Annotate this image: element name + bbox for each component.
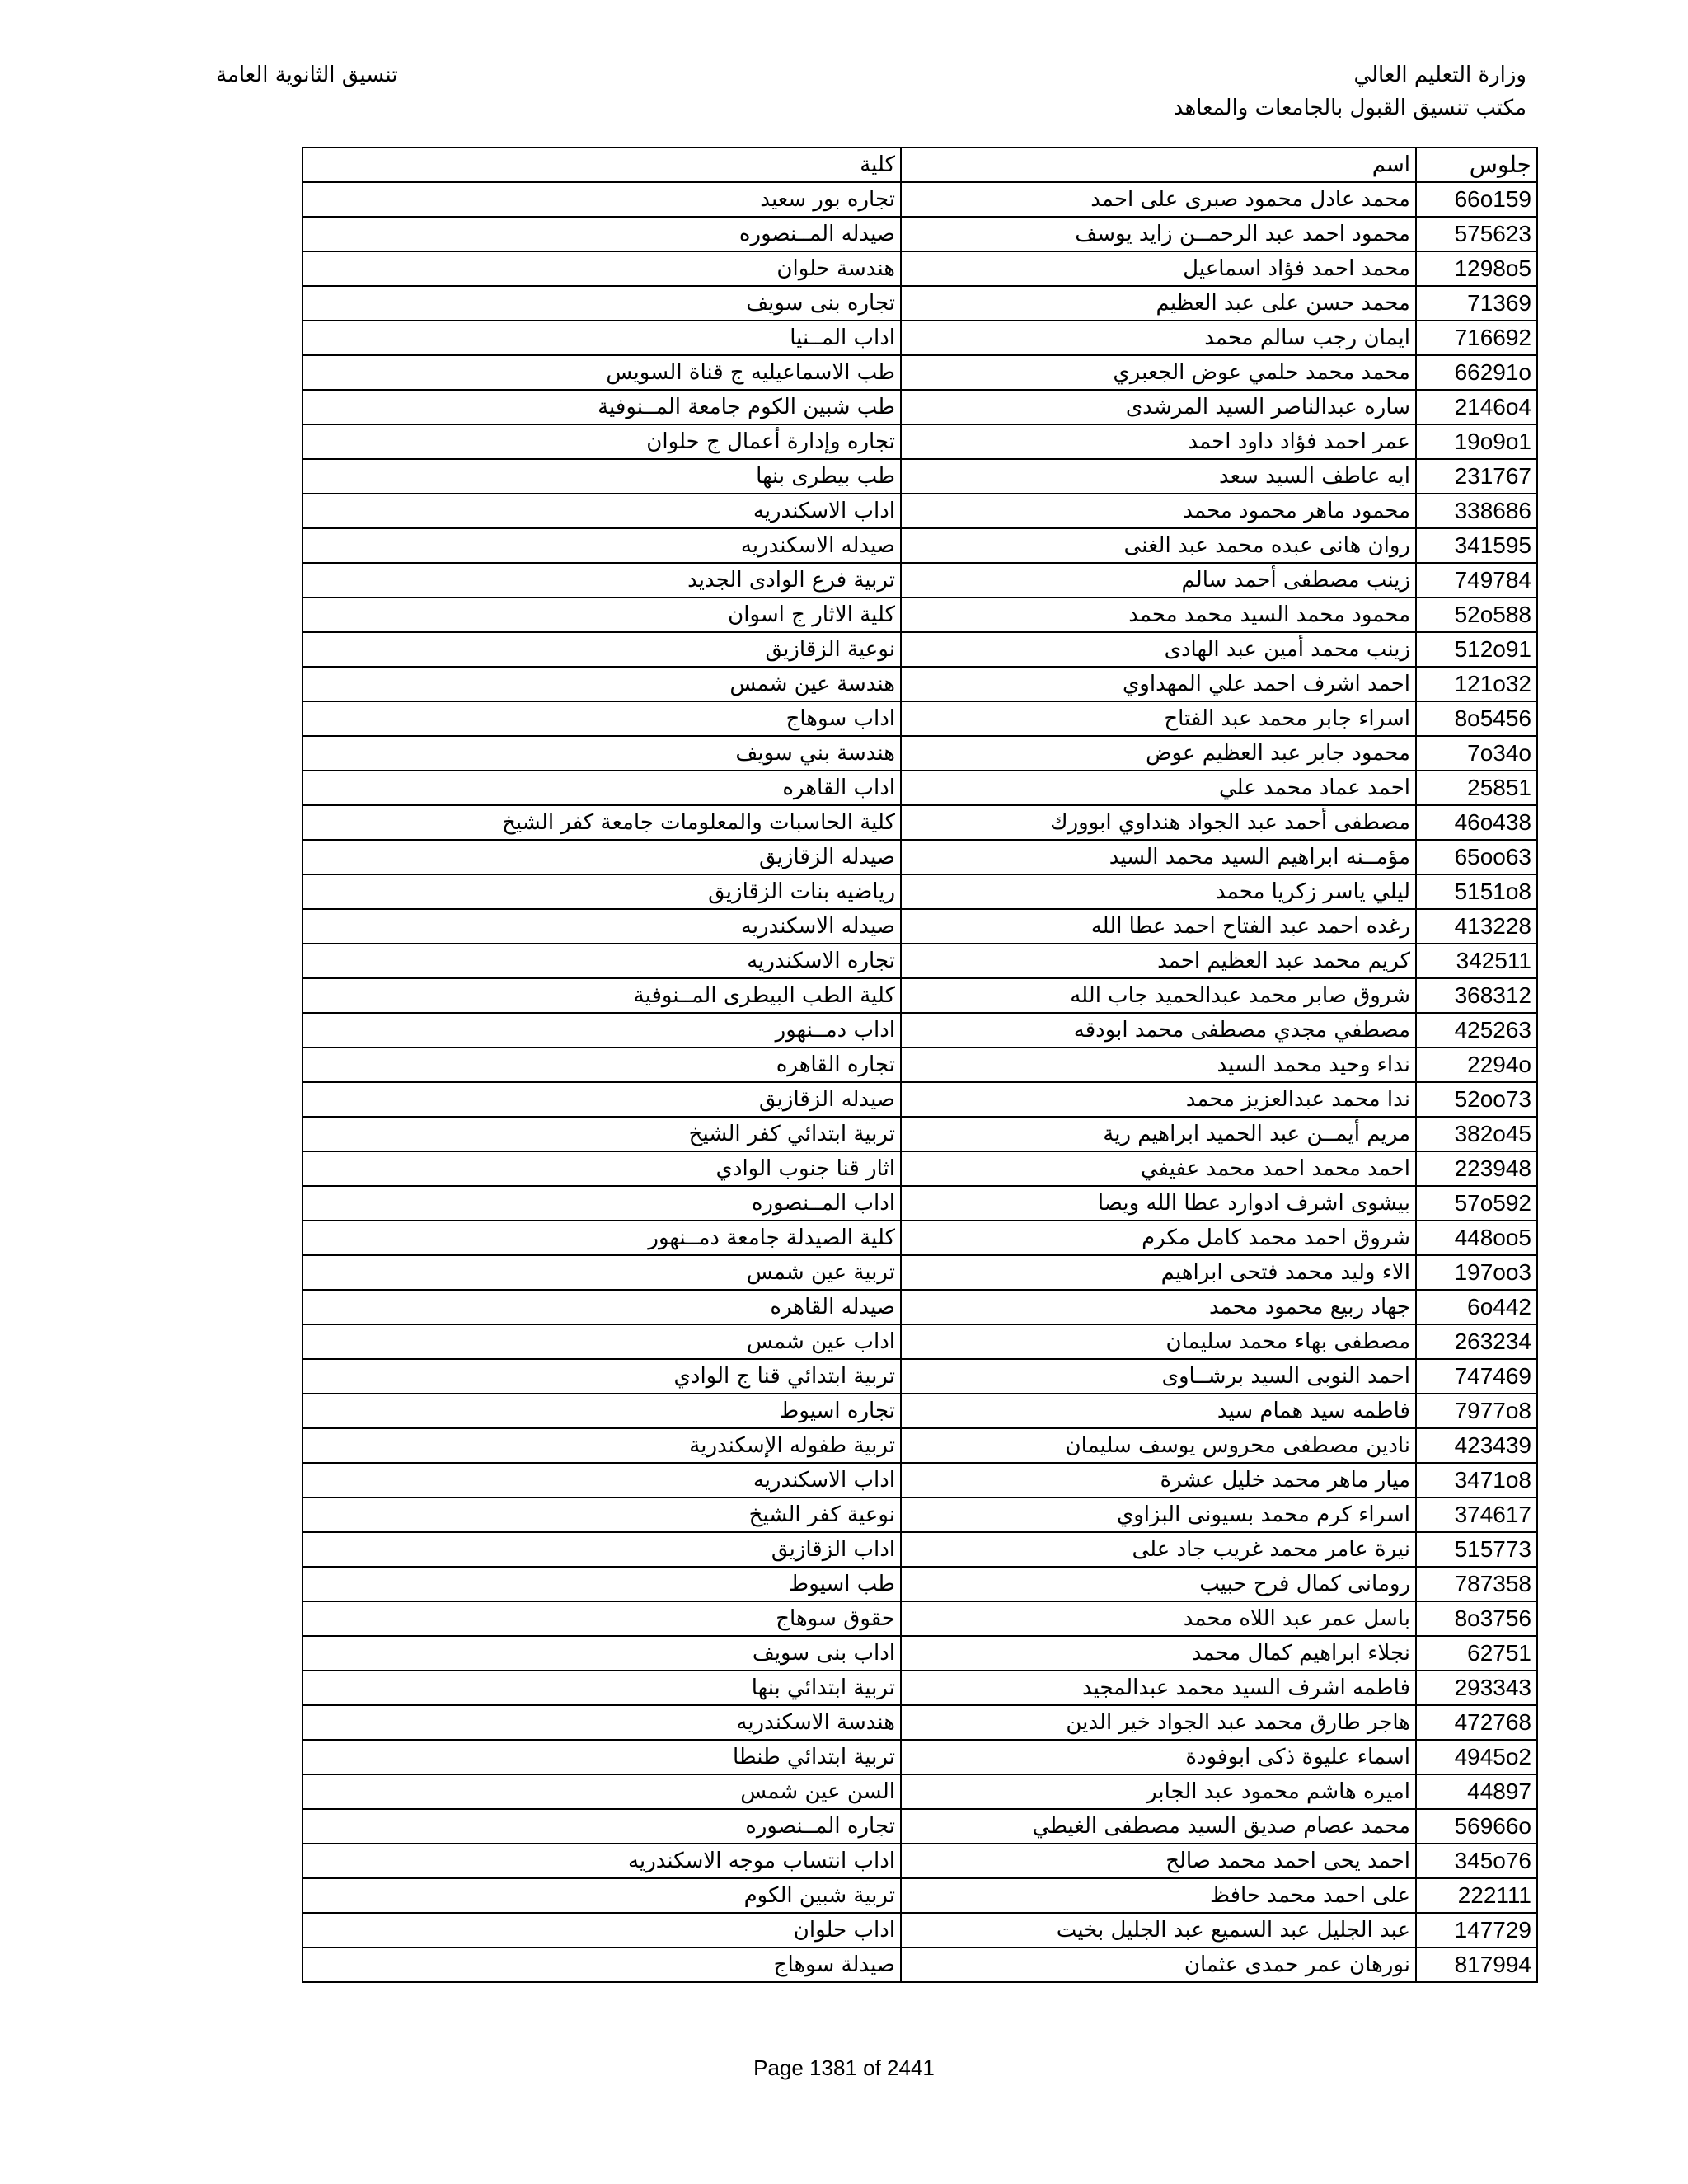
faculty-cell: صيدلة سوهاج: [302, 1947, 901, 1982]
name-cell: عمر احمد فؤاد داود احمد: [901, 424, 1416, 459]
seat-cell: 716692: [1416, 321, 1537, 355]
seat-cell: 747469: [1416, 1359, 1537, 1394]
faculty-cell: صيدله المــنصوره: [302, 217, 901, 251]
seat-cell: 2294o: [1416, 1047, 1537, 1082]
table-row: [302, 1601, 1537, 1636]
name-cell: احمد يحى احمد محمد صالح: [901, 1844, 1416, 1878]
faculty-cell: تجاره وإدارة أعمال ج حلوان: [302, 424, 901, 459]
seat-cell: 7o34o: [1416, 736, 1537, 771]
table-row: [302, 459, 1537, 494]
faculty-cell: تربية فرع الوادى الجديد: [302, 563, 901, 598]
table-row: [302, 494, 1537, 528]
faculty-cell: اداب الزقازيق: [302, 1532, 901, 1567]
faculty-cell: تربية ابتدائي قنا ج الوادي: [302, 1359, 901, 1394]
table-row: [302, 321, 1537, 355]
name-cell: مريم أيمــن عبد الحميد ابراهيم رية: [901, 1117, 1416, 1151]
seat-cell: 368312: [1416, 978, 1537, 1013]
table-row: [302, 701, 1537, 736]
name-cell: نورهان عمر حمدى عثمان: [901, 1947, 1416, 1982]
table-row: [302, 1913, 1537, 1947]
seat-cell: 817994: [1416, 1947, 1537, 1982]
faculty-cell: صيدله الاسكندريه: [302, 528, 901, 563]
name-cell: روان هانى عبده محمد عبد الغنى: [901, 528, 1416, 563]
name-cell: كريم محمد عبد العظيم احمد: [901, 944, 1416, 978]
name-cell: ايمان رجب سالم محمد: [901, 321, 1416, 355]
seat-cell: 4945o2: [1416, 1740, 1537, 1774]
faculty-cell: صيدله الاسكندريه: [302, 909, 901, 944]
name-cell: شروق احمد محمد كامل مكرم: [901, 1221, 1416, 1255]
name-cell: هاجر طارق محمد عبد الجواد خير الدين: [901, 1705, 1416, 1740]
faculty-cell: طب الاسماعيليه ج قناة السويس: [302, 355, 901, 390]
table-row: [302, 598, 1537, 632]
seat-cell: 341595: [1416, 528, 1537, 563]
faculty-cell: تربية ابتدائي كفر الشيخ: [302, 1117, 901, 1151]
name-cell: مؤمــنه ابراهيم السيد محمد السيد: [901, 840, 1416, 874]
seat-cell: 342511: [1416, 944, 1537, 978]
faculty-cell: طب بيطرى بنها: [302, 459, 901, 494]
name-cell: عبد الجليل عبد السميع عبد الجليل بخيت: [901, 1913, 1416, 1947]
seat-cell: 472768: [1416, 1705, 1537, 1740]
table-row: [302, 1324, 1537, 1359]
name-cell: شروق صابر محمد عبدالحميد جاب الله: [901, 978, 1416, 1013]
seat-cell: 293343: [1416, 1671, 1537, 1705]
table-row: [302, 1082, 1537, 1117]
faculty-cell: نوعية الزقازيق: [302, 632, 901, 667]
table-row: [302, 1013, 1537, 1047]
seat-cell: 46o438: [1416, 805, 1537, 840]
name-cell: ساره عبدالناصر السيد المرشدى: [901, 390, 1416, 424]
table-row: [302, 1221, 1537, 1255]
faculty-cell: اداب عين شمس: [302, 1324, 901, 1359]
seat-cell: 121o32: [1416, 667, 1537, 701]
seat-cell: 52o588: [1416, 598, 1537, 632]
seat-cell: 44897: [1416, 1774, 1537, 1809]
name-cell: احمد عماد محمد علي: [901, 771, 1416, 805]
table-row: [302, 874, 1537, 909]
faculty-cell: صيدله الزقازيق: [302, 1082, 901, 1117]
name-cell: رغده احمد عبد الفتاح احمد عطا الله: [901, 909, 1416, 944]
faculty-cell: طب شبين الكوم جامعة المــنوفية: [302, 390, 901, 424]
name-cell: زينب مصطفى أحمد سالم: [901, 563, 1416, 598]
name-cell: محمد عصام صديق السيد مصطفى الغيطي: [901, 1809, 1416, 1844]
seat-cell: 6o442: [1416, 1290, 1537, 1324]
faculty-cell: السن عين شمس: [302, 1774, 901, 1809]
seat-cell: 1298o5: [1416, 251, 1537, 286]
seat-cell: 2146o4: [1416, 390, 1537, 424]
faculty-cell: تربية عين شمس: [302, 1255, 901, 1290]
faculty-cell: هندسة حلوان: [302, 251, 901, 286]
name-cell: اميره هاشم محمود عبد الجابر: [901, 1774, 1416, 1809]
table-row: [302, 632, 1537, 667]
exam-title: تنسيق الثانوية العامة: [216, 63, 398, 87]
name-cell: احمد محمد احمد محمد عفيفي: [901, 1151, 1416, 1186]
seat-cell: 423439: [1416, 1428, 1537, 1463]
name-cell: محمود ماهر محمود محمد: [901, 494, 1416, 528]
seat-cell: 7977o8: [1416, 1394, 1537, 1428]
table-row: [302, 1428, 1537, 1463]
faculty-cell: تجاره القاهره: [302, 1047, 901, 1082]
table-row: [302, 1671, 1537, 1705]
table-row: [302, 251, 1537, 286]
table-row: [302, 1463, 1537, 1497]
table-row: [302, 1705, 1537, 1740]
seat-cell: 787358: [1416, 1567, 1537, 1601]
faculty-cell: تجاره بنى سويف: [302, 286, 901, 321]
faculty-cell: تجاره الاسكندريه: [302, 944, 901, 978]
table-row: [302, 355, 1537, 390]
table-row: [302, 667, 1537, 701]
seat-cell: 345o76: [1416, 1844, 1537, 1878]
name-cell: رومانى كمال فرح حبيب: [901, 1567, 1416, 1601]
seat-cell: 223948: [1416, 1151, 1537, 1186]
table-row: [302, 1636, 1537, 1671]
name-cell: محمود احمد عبد الرحمــن زايد يوسف: [901, 217, 1416, 251]
page-number: Page 1381 of 2441: [753, 2055, 935, 2080]
table-row: [302, 563, 1537, 598]
seat-cell: 448oo5: [1416, 1221, 1537, 1255]
table-row: [302, 1844, 1537, 1878]
faculty-cell: اداب الاسكندريه: [302, 494, 901, 528]
seat-cell: 512o91: [1416, 632, 1537, 667]
name-cell: محمد احمد فؤاد اسماعيل: [901, 251, 1416, 286]
faculty-cell: حقوق سوهاج: [302, 1601, 901, 1636]
faculty-cell: تربية ابتدائي بنها: [302, 1671, 901, 1705]
faculty-cell: اداب بنى سويف: [302, 1636, 901, 1671]
faculty-cell: تجاره بور سعيد: [302, 182, 901, 217]
faculty-cell: اداب انتساب موجه الاسكندريه: [302, 1844, 901, 1878]
seat-cell: 57o592: [1416, 1186, 1537, 1221]
name-cell: مصطفى أحمد عبد الجواد هنداوي ابوورك: [901, 805, 1416, 840]
column-header-name: اسم: [901, 148, 1416, 182]
ministry-title: وزارة التعليم العالي: [1353, 63, 1526, 87]
name-cell: الاء وليد محمد فتحى ابراهيم: [901, 1255, 1416, 1290]
seat-cell: 575623: [1416, 217, 1537, 251]
table-row: [302, 1117, 1537, 1151]
name-cell: فاطمه سيد همام سيد: [901, 1394, 1416, 1428]
name-cell: ليلي ياسر زكريا محمد: [901, 874, 1416, 909]
table-row: [302, 390, 1537, 424]
faculty-cell: اداب حلوان: [302, 1913, 901, 1947]
faculty-cell: طب اسيوط: [302, 1567, 901, 1601]
faculty-cell: تجاره المــنصوره: [302, 1809, 901, 1844]
column-header-faculty: كلية: [302, 148, 901, 182]
faculty-cell: اداب دمــنهور: [302, 1013, 901, 1047]
faculty-cell: صيدله الزقازيق: [302, 840, 901, 874]
seat-cell: 197oo3: [1416, 1255, 1537, 1290]
seat-cell: 5151o8: [1416, 874, 1537, 909]
table-row: [302, 1532, 1537, 1567]
seat-cell: 3471o8: [1416, 1463, 1537, 1497]
faculty-cell: اداب المــنصوره: [302, 1186, 901, 1221]
faculty-cell: صيدله القاهره: [302, 1290, 901, 1324]
table-row: [302, 1567, 1537, 1601]
faculty-cell: اثار قنا جنوب الوادي: [302, 1151, 901, 1186]
seat-cell: 8o3756: [1416, 1601, 1537, 1636]
table-row: [302, 1047, 1537, 1082]
seat-cell: 749784: [1416, 563, 1537, 598]
faculty-cell: نوعية كفر الشيخ: [302, 1497, 901, 1532]
name-cell: زينب محمد أمين عبد الهادى: [901, 632, 1416, 667]
seat-cell: 65oo63: [1416, 840, 1537, 874]
faculty-cell: كلية الحاسبات والمعلومات جامعة كفر الشيخ: [302, 805, 901, 840]
column-header-seat: جلوس: [1416, 148, 1537, 182]
table-row: [302, 771, 1537, 805]
name-cell: فاطمه اشرف السيد محمد عبدالمجيد: [901, 1671, 1416, 1705]
name-cell: بيشوى اشرف ادوارد عطا الله ويصا: [901, 1186, 1416, 1221]
faculty-cell: هندسة عين شمس: [302, 667, 901, 701]
table-row: [302, 1497, 1537, 1532]
seat-cell: 222111: [1416, 1878, 1537, 1913]
seat-cell: 231767: [1416, 459, 1537, 494]
header-row: [302, 148, 1537, 182]
table-row: [302, 1186, 1537, 1221]
name-cell: محمود جابر عبد العظيم عوض: [901, 736, 1416, 771]
faculty-cell: كلية الطب البيطرى المــنوفية: [302, 978, 901, 1013]
seat-cell: 374617: [1416, 1497, 1537, 1532]
seat-cell: 413228: [1416, 909, 1537, 944]
faculty-cell: تربية شبين الكوم: [302, 1878, 901, 1913]
name-cell: محمد عادل محمود صبرى على احمد: [901, 182, 1416, 217]
name-cell: محمود محمد السيد محمد محمد: [901, 598, 1416, 632]
table-row: [302, 1947, 1537, 1982]
name-cell: مصطفي مجدي مصطفى محمد ابودقه: [901, 1013, 1416, 1047]
table-row: [302, 978, 1537, 1013]
faculty-cell: اداب المــنيا: [302, 321, 901, 355]
results-table: [302, 147, 1538, 1983]
table-row: [302, 1394, 1537, 1428]
seat-cell: 71369: [1416, 286, 1537, 321]
seat-cell: 25851: [1416, 771, 1537, 805]
table-row: [302, 1774, 1537, 1809]
name-cell: على احمد محمد حافظ: [901, 1878, 1416, 1913]
faculty-cell: اداب القاهره: [302, 771, 901, 805]
name-cell: ندا محمد عبدالعزيز محمد: [901, 1082, 1416, 1117]
table-row: [302, 182, 1537, 217]
table-row: [302, 736, 1537, 771]
table-row: [302, 1809, 1537, 1844]
name-cell: احمد اشرف احمد علي المهداوي: [901, 667, 1416, 701]
name-cell: اسراء كرم محمد بسيونى البزاوي: [901, 1497, 1416, 1532]
seat-cell: 66291o: [1416, 355, 1537, 390]
table-row: [302, 1878, 1537, 1913]
office-title: مكتب تنسيق القبول بالجامعات والمعاهد: [1173, 96, 1526, 120]
table-row: [302, 1359, 1537, 1394]
table-row: [302, 424, 1537, 459]
seat-cell: 263234: [1416, 1324, 1537, 1359]
name-cell: ميار ماهر محمد خليل عشرة: [901, 1463, 1416, 1497]
faculty-cell: تجاره اسيوط: [302, 1394, 901, 1428]
table-row: [302, 1151, 1537, 1186]
table-row: [302, 528, 1537, 563]
table-row: [302, 1255, 1537, 1290]
faculty-cell: تربية طفوله الإسكندرية: [302, 1428, 901, 1463]
name-cell: نادين مصطفى محروس يوسف سليمان: [901, 1428, 1416, 1463]
table-row: [302, 909, 1537, 944]
name-cell: باسل عمر عبد اللاه محمد: [901, 1601, 1416, 1636]
name-cell: مصطفى بهاء محمد سليمان: [901, 1324, 1416, 1359]
seat-cell: 147729: [1416, 1913, 1537, 1947]
table-row: [302, 840, 1537, 874]
faculty-cell: اداب الاسكندريه: [302, 1463, 901, 1497]
name-cell: محمد حسن على عبد العظيم: [901, 286, 1416, 321]
table-row: [302, 286, 1537, 321]
table-row: [302, 217, 1537, 251]
name-cell: نداء وحيد محمد السيد: [901, 1047, 1416, 1082]
name-cell: احمد النوبى السيد برشــاوى: [901, 1359, 1416, 1394]
table-row: [302, 1740, 1537, 1774]
seat-cell: 515773: [1416, 1532, 1537, 1567]
seat-cell: 382o45: [1416, 1117, 1537, 1151]
faculty-cell: رياضيه بنات الزقازيق: [302, 874, 901, 909]
seat-cell: 62751: [1416, 1636, 1537, 1671]
table-row: [302, 1290, 1537, 1324]
seat-cell: 52oo73: [1416, 1082, 1537, 1117]
table-row: [302, 944, 1537, 978]
table-row: [302, 805, 1537, 840]
name-cell: محمد محمد حلمي عوض الجعبري: [901, 355, 1416, 390]
faculty-cell: كلية الصيدلة جامعة دمــنهور: [302, 1221, 901, 1255]
seat-cell: 338686: [1416, 494, 1537, 528]
name-cell: نجلاء ابراهيم كمال محمد: [901, 1636, 1416, 1671]
name-cell: اسراء جابر محمد عبد الفتاح: [901, 701, 1416, 736]
faculty-cell: هندسة الاسكندريه: [302, 1705, 901, 1740]
seat-cell: 66o159: [1416, 182, 1537, 217]
faculty-cell: هندسة بني سويف: [302, 736, 901, 771]
faculty-cell: اداب سوهاج: [302, 701, 901, 736]
seat-cell: 8o5456: [1416, 701, 1537, 736]
seat-cell: 56966o: [1416, 1809, 1537, 1844]
name-cell: جهاد ربيع محمود محمد: [901, 1290, 1416, 1324]
name-cell: اسماء عليوة ذكى ابوفودة: [901, 1740, 1416, 1774]
faculty-cell: تربية ابتدائي طنطا: [302, 1740, 901, 1774]
seat-cell: 425263: [1416, 1013, 1537, 1047]
seat-cell: 19o9o1: [1416, 424, 1537, 459]
name-cell: ايه عاطف السيد سعد: [901, 459, 1416, 494]
faculty-cell: كلية الاثار ج اسوان: [302, 598, 901, 632]
name-cell: نيرة عامر محمد غريب جاد على: [901, 1532, 1416, 1567]
